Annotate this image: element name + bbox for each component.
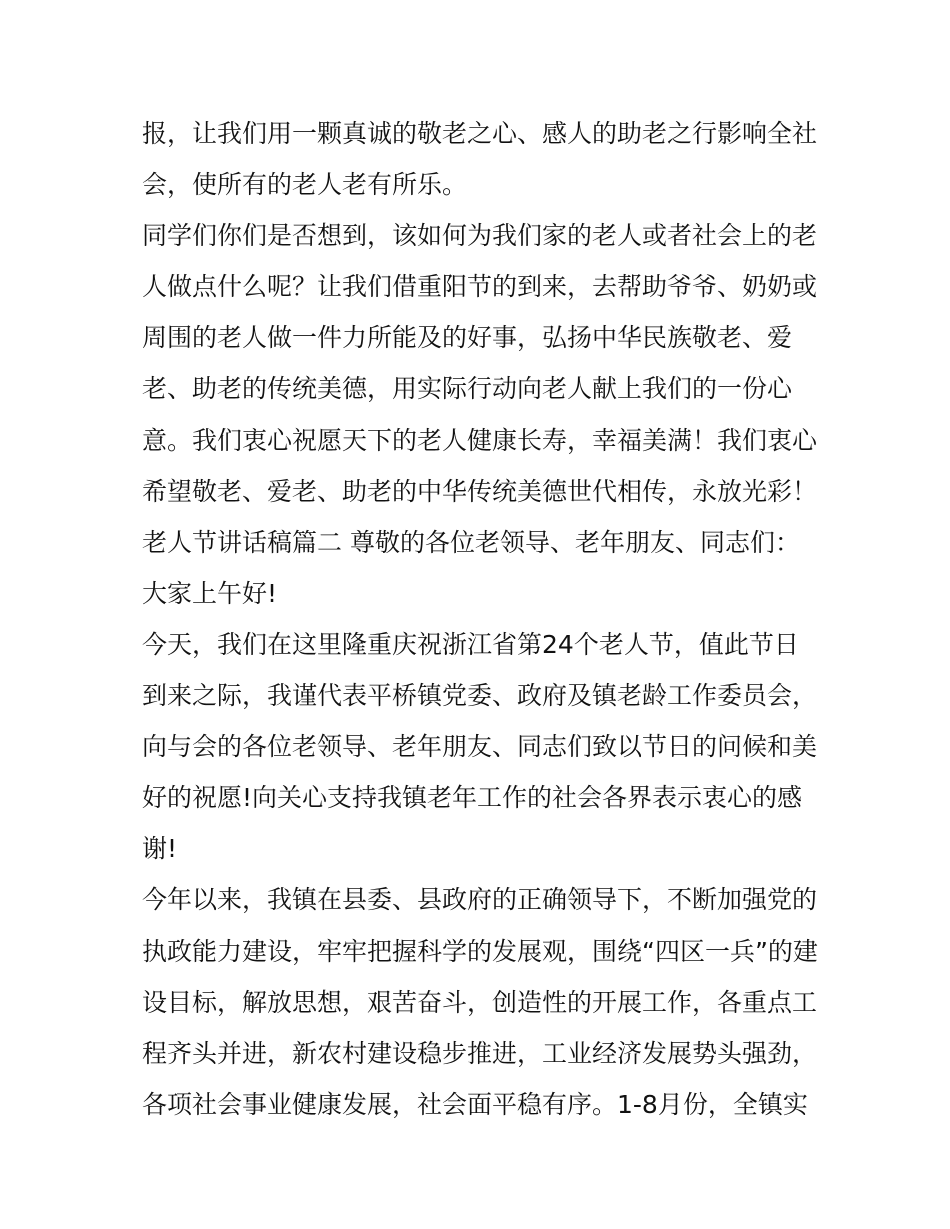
text-line-1: 报，让我们用一颗真诚的敬老之心、感人的助老之行影响全社 (142, 119, 818, 148)
text-line-17: 执政能力建设，牢牢把握科学的发展观，围绕“四区一兵”的建 (142, 936, 818, 966)
text-line-20: 各项社会事业健康发展，社会面平稳有序。1-8月份，全镇实 (142, 1089, 808, 1119)
text-line-2: 会，使所有的老人老有所乐。 (142, 170, 468, 200)
text-line-6: 老、助老的传统美德，用实际行动向老人献上我们的一份心 (142, 374, 793, 404)
text-line-19: 程齐头并进，新农村建设稳步推进，工业经济发展势头强劲， (142, 1038, 818, 1068)
text-line-18: 设目标，解放思想，艰苦奋斗，创造性的开展工作，各重点工 (142, 987, 818, 1017)
text-line-7: 意。我们衷心祝愿天下的老人健康长寿，幸福美满！我们衷心 (142, 425, 818, 455)
document-body (142, 108, 817, 1130)
text-line-12: 到来之际，我谨代表平桥镇党委、政府及镇老龄工作委员会， (142, 681, 818, 711)
text-line-10: 大家上午好! (142, 578, 278, 608)
text-line-9: 老人节讲话稿篇二 尊敬的各位老领导、老年朋友、同志们： (142, 527, 800, 557)
text-line-11: 今天，我们在这里隆重庆祝浙江省第24个老人节，值此节日 (142, 629, 799, 659)
text-line-3: 同学们你们是否想到，该如何为我们家的老人或者社会上的老 (142, 221, 818, 251)
text-line-16: 今年以来，我镇在县委、县政府的正确领导下，不断加强党的 (142, 885, 818, 915)
text-line-15: 谢! (142, 834, 178, 864)
text-line-14: 好的祝愿!向关心支持我镇老年工作的社会各界表示衷心的感 (142, 783, 803, 813)
text-line-13: 向与会的各位老领导、老年朋友、同志们致以节日的问候和美 (142, 732, 818, 762)
text-line-4: 人做点什么呢？让我们借重阳节的到来，去帮助爷爷、奶奶或 (142, 272, 818, 302)
text-line-8: 希望敬老、爱老、助老的中华传统美德世代相传，永放光彩！ (142, 476, 818, 506)
text-line-5: 周围的老人做一件力所能及的好事，弘扬中华民族敬老、爱 (142, 323, 793, 353)
